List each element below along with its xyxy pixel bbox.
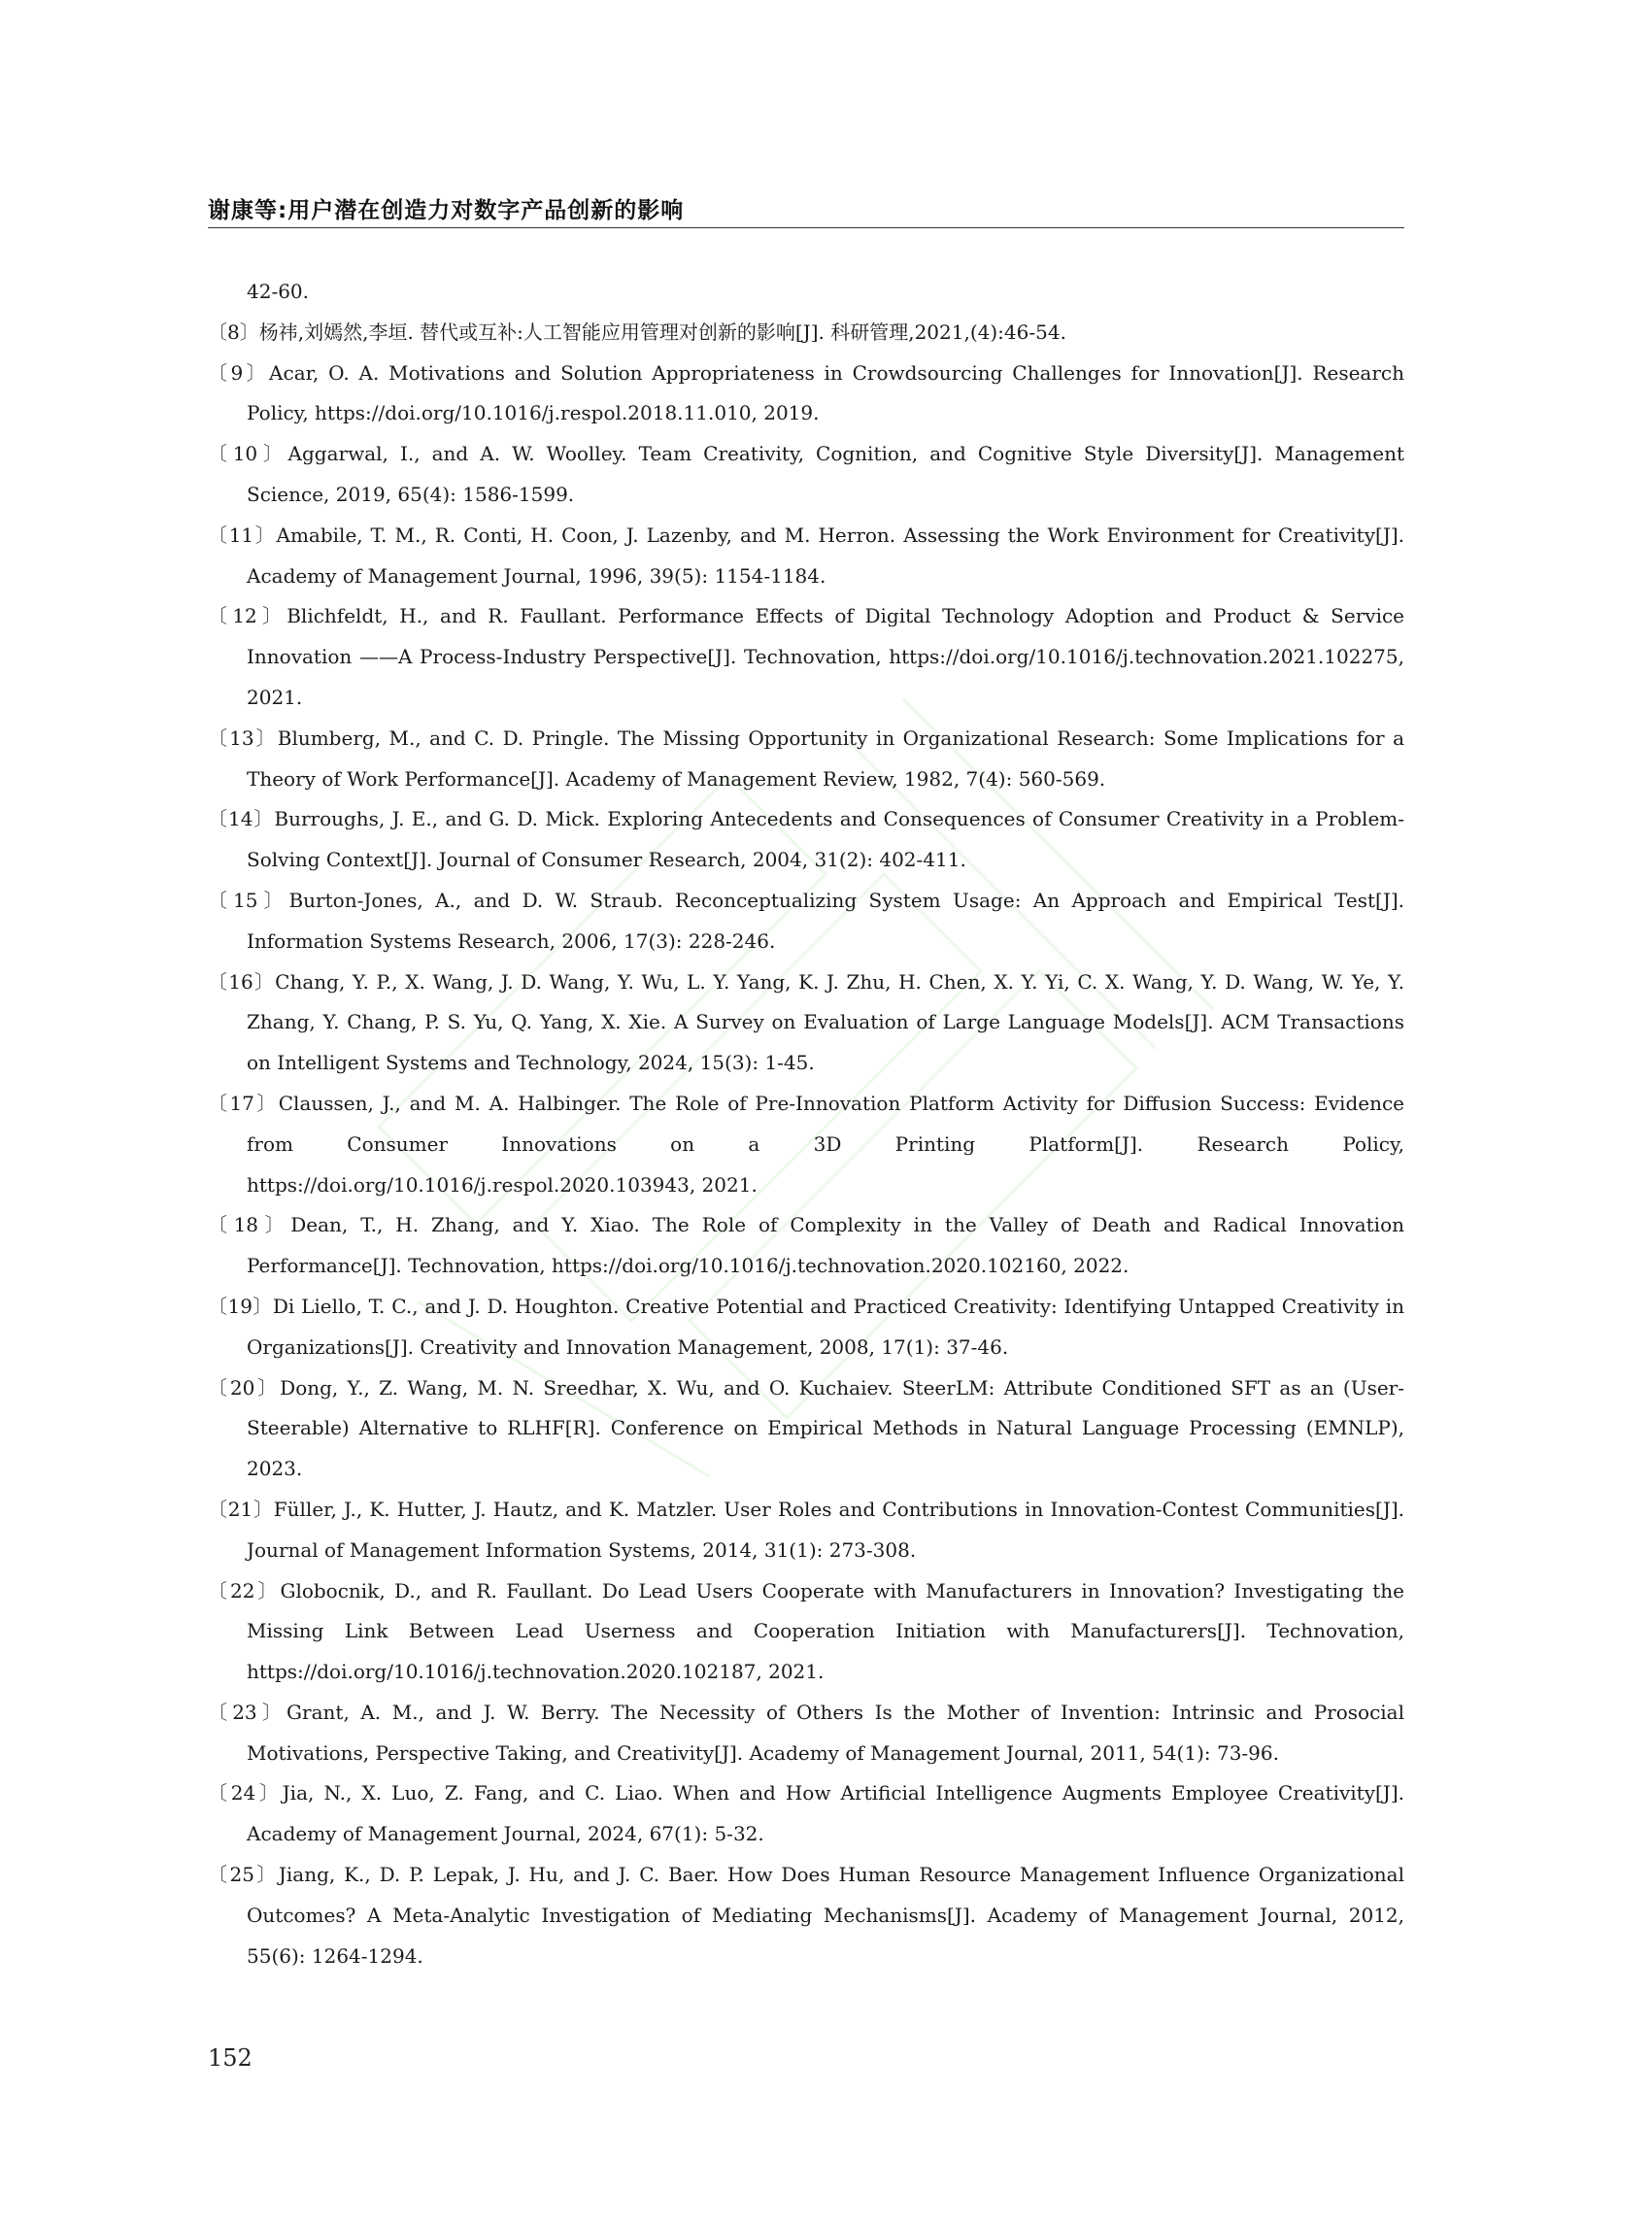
- reference-entry: 〔11〕Amabile, T. M., R. Conti, H. Coon, J. Lazenby, and M. Herron. Assessing the Work Environment for Creativity[J]. Academy of Management Journal, 1996, 39(5): 1154-1184.: [208, 523, 1404, 588]
- running-header: 谢康等:用户潜在创造力对数字产品创新的影响: [208, 198, 685, 223]
- reference-entry: 〔16〕Chang, Y. P., X. Wang, J. D. Wang, Y. Wu, L. Y. Yang, K. J. Zhu, H. Chen, X. Y. Yi, C. X. Wang, Y. D. Wang, W. Ye, Y. Zhang, Y. Chang, P. S. Yu, Q. Yang, X. Xie. A Survey on Evaluation of Large Language Models[J]. ACM Transactions on Intelligent Systems and Technology, 2024, 15(3): 1-45.: [208, 969, 1404, 1075]
- reference-entry: 〔17〕Claussen, J., and M. A. Halbinger. The Role of Pre-Innovation Platform Activity for Diffusion Success: Evidence from Consumer Innovations on a 3D Printing Platform[J]. Research Policy, https://doi.org/10.1016/j.respol.2020.103943, 2021.: [208, 1091, 1404, 1197]
- page-number: 152: [208, 2044, 253, 2072]
- reference-entry: 〔13〕Blumberg, M., and C. D. Pringle. The Missing Opportunity in Organizational Research: Some Implications for a Theory of Work Performance[J]. Academy of Management Review, 1982, 7(4): 560-569.: [208, 725, 1404, 791]
- reference-entry: 〔23〕Grant, A. M., and J. W. Berry. The Necessity of Others Is the Mother of Invention: Intrinsic and Prosocial Motivations, Perspective Taking, and Creativity[J]. Academy of Management Journal, 2011, 54(1): 73-96.: [208, 1700, 1404, 1765]
- header-rule: [208, 227, 1404, 228]
- reference-entry: 〔9〕Acar, O. A. Motivations and Solution Appropriateness in Crowdsourcing Challenges for Innovation[J]. Research Policy, https://doi.org/10.1016/j.respol.2018.11.010, 2019.: [208, 360, 1404, 425]
- reference-entry: 〔25〕Jiang, K., D. P. Lepak, J. Hu, and J. C. Baer. How Does Human Resource Management Influence Organizational Outcomes? A Meta-Analytic Investigation of Mediating Mechanisms[J]. Academy of Management Journal, 2012, 55(6): 1264-1294.: [208, 1863, 1404, 1968]
- reference-entry: 〔18〕Dean, T., H. Zhang, and Y. Xiao. The Role of Complexity in the Valley of Death and Radical Innovation Performance[J]. Technovation, https://doi.org/10.1016/j.technovation.2020.102160, 2022.: [208, 1213, 1404, 1278]
- reference-entry: 〔20〕Dong, Y., Z. Wang, M. N. Sreedhar, X. Wu, and O. Kuchaiev. SteerLM: Attribute Conditioned SFT as an (User-Steerable) Alternative to RLHF[R]. Conference on Empirical Methods in Natural Language Processing (EMNLP), 2023.: [208, 1375, 1404, 1481]
- reference-entry: 〔15〕Burton-Jones, A., and D. W. Straub. Reconceptualizing System Usage: An Approach and Empirical Test[J]. Information Systems Research, 2006, 17(3): 228-246.: [208, 888, 1404, 953]
- reference-entry: 〔21〕Füller, J., K. Hutter, J. Hautz, and K. Matzler. User Roles and Contributions in Innovation-Contest Communities[J]. Journal of Management Information Systems, 2014, 31(1): 273-308.: [208, 1497, 1404, 1562]
- reference-entry: 〔8〕杨祎,刘嫣然,李垣. 替代或互补:人工智能应用管理对创新的影响[J]. 科研管理,2021,(4):46-54.: [208, 320, 1066, 344]
- reference-continuation: 42-60.: [247, 280, 310, 303]
- reference-entry: 〔22〕Globocnik, D., and R. Faullant. Do Lead Users Cooperate with Manufacturers in Innovation? Investigating the Missing Link Between Lead Userness and Cooperation Initiation with Manufacturers[J]. Technovation, https://doi.org/10.1016/j.technovation.2020.102187, 2021.: [208, 1578, 1404, 1684]
- reference-entry: 〔10〕Aggarwal, I., and A. W. Woolley. Team Creativity, Cognition, and Cognitive Style Diversity[J]. Management Science, 2019, 65(4): 1586-1599.: [208, 442, 1404, 506]
- reference-entry: 〔14〕Burroughs, J. E., and G. D. Mick. Exploring Antecedents and Consequences of Consumer Creativity in a Problem-Solving Context[J]. Journal of Consumer Research, 2004, 31(2): 402-411.: [208, 807, 1404, 872]
- reference-entry: 〔19〕Di Liello, T. C., and J. D. Houghton. Creative Potential and Practiced Creativity: Identifying Untapped Creativity in Organizations[J]. Creativity and Innovation Management, 2008, 17(1): 37-46.: [208, 1294, 1404, 1359]
- reference-entry: 〔12〕Blichfeldt, H., and R. Faullant. Performance Effects of Digital Technology Adoption and Product & Service Innovation ——A Process-Industry Perspective[J]. Technovation, https://doi.org/10.1016/j.technovation.2021.102275, 2021.: [208, 604, 1404, 709]
- reference-list: [208, 272, 1404, 1976]
- reference-entry: 〔24〕Jia, N., X. Luo, Z. Fang, and C. Liao. When and How Artificial Intelligence Augments Employee Creativity[J]. Academy of Management Journal, 2024, 67(1): 5-32.: [208, 1781, 1404, 1846]
